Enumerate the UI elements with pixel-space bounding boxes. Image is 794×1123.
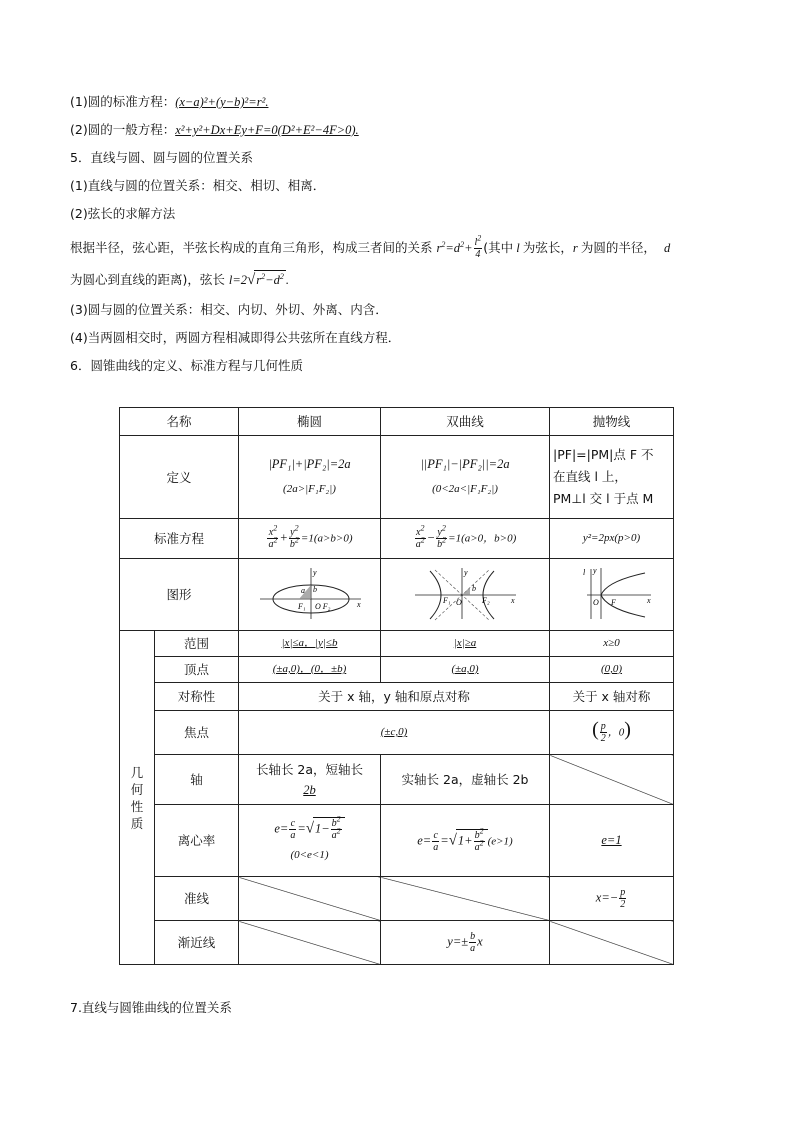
cell-parabola-symmetry: 关于 x 轴对称: [550, 683, 674, 711]
hyperbola-std-tail: =1(a>0，b>0): [448, 532, 517, 545]
label-eccentricity: 离心率: [155, 805, 239, 877]
label-directrix: 准线: [155, 877, 239, 921]
cell-hyperbola-standard: $\frac{x^2}{a^2}$ − $\frac{y^2}{b^2}$ =1(a>0，b>0): [381, 519, 550, 559]
cell-hyperbola-eccentricity: e= $\frac{c}{a}$ =√1+ $\frac{b^2}{a^2}$ (e>1): [381, 805, 550, 877]
label-definition: 定义: [120, 436, 239, 519]
ellipse-diagram: [255, 565, 365, 621]
label-standard: 标准方程: [120, 519, 239, 559]
cell-parabola-axis-empty: [550, 755, 674, 805]
label-general-eq: (2)圆的一般方程：: [70, 122, 176, 137]
ellipse-std-tail: =1(a>b>0): [300, 532, 353, 545]
cell-hyperbola-definition: [381, 436, 550, 519]
row-focus: [120, 711, 674, 755]
label-focus: 焦点: [155, 711, 239, 755]
section-7-heading: 7.直线与圆锥曲线的位置关系: [70, 1000, 232, 1015]
row-standard-equation: [120, 519, 674, 559]
hyperbola-def-cond: (0<2a<|F₁F₂|): [432, 483, 498, 495]
hyperbola-def-eq: ||PF₁|−|PF₂||=2a: [420, 457, 510, 471]
svg-text:x: x: [356, 599, 361, 609]
hyperbola-diagram: [410, 565, 520, 621]
formula-standard-eq: (x−a)²+(y−b)²=r².: [175, 95, 269, 109]
header-name: 名称: [120, 408, 239, 436]
label-standard-eq: (1)圆的标准方程：: [70, 94, 176, 109]
cell-ellipse-vertex: (±a,0)，(0，±b): [239, 657, 381, 683]
svg-text:b: b: [472, 583, 476, 593]
cell-parabola-graph: [550, 559, 674, 631]
cell-ellipse-eccentricity: e= $\frac{c}{a}$ =√1− $\frac{b^2}{a^2}$ (0<e<1): [239, 805, 381, 877]
cell-hyperbola-vertex: (±a,0): [381, 657, 550, 683]
line-circle-relations: (1)直线与圆的位置关系：相交、相切、相离．: [70, 178, 326, 193]
cell-ellipse-axis: [239, 755, 381, 805]
svg-text:y: y: [592, 565, 597, 575]
text-radius: 为圆的半径，: [580, 240, 656, 255]
section-6-heading: 6．圆锥曲线的定义、标准方程与几何性质: [70, 358, 303, 373]
cell-hyperbola-range: |x|≥a: [381, 631, 550, 657]
cell-parabola-focus: ( $\frac{p}{2}$ ，0): [550, 711, 674, 755]
cell-ellipse-graph: [239, 559, 381, 631]
cell-conic-symmetry: 关于 x 轴，y 轴和原点对称: [239, 683, 550, 711]
cell-hyperbola-asymptote: y=± $\frac{b}{a}$ x: [381, 921, 550, 965]
cell-hyperbola-graph: [381, 559, 550, 631]
header-ellipse: 椭圆: [239, 408, 381, 436]
hyperbola-ecc-cond: (e>1): [487, 834, 513, 847]
circle-circle-relations: (3)圆与圆的位置关系：相交、内切、外切、外离、内含．: [70, 302, 388, 317]
ellipse-ecc-cond: (0<e<1): [290, 849, 329, 861]
common-chord-note: (4)当两圆相交时，两圆方程相减即得公共弦所在直线方程．: [70, 330, 401, 345]
ellipse-axis-1: 长轴长 2a，短轴长: [255, 761, 364, 777]
cell-parabola-vertex: (0,0): [550, 657, 674, 683]
section-5-heading: 5．直线与圆、圆与圆的位置关系: [70, 150, 253, 165]
label-symmetry: 对称性: [155, 683, 239, 711]
svg-text:b: b: [312, 584, 317, 594]
svg-text:y: y: [312, 567, 317, 577]
text-where: (其中: [483, 240, 514, 255]
text-chord-relation: 根据半径，弦心距，半弦长构成的直角三角形，构成三者间的关系: [70, 240, 433, 255]
cell-parabola-directrix: x=− $\frac{p}{2}$: [550, 877, 674, 921]
label-graph: 图形: [120, 559, 239, 631]
cell-ellipse-directrix-empty: [239, 877, 381, 921]
label-asymptote: 渐近线: [155, 921, 239, 965]
row-axis: [120, 755, 674, 805]
row-eccentricity: [120, 805, 674, 877]
cell-hyperbola-directrix-empty: [381, 877, 550, 921]
cell-ellipse-range: |x|≤a，|y|≤b: [239, 631, 381, 657]
cell-parabola-definition: [550, 436, 674, 519]
svg-text:F₁: F₁: [297, 601, 306, 611]
cell-ellipse-asymptote-empty: [239, 921, 381, 965]
chord-length-formula: [70, 270, 289, 289]
svg-text:O F₂: O F₂: [314, 601, 330, 611]
svg-text:a: a: [300, 585, 305, 595]
svg-text:O: O: [456, 597, 462, 607]
svg-text:F₂: F₂: [482, 595, 490, 605]
cell-parabola-standard: y²=2px(p>0): [550, 519, 674, 559]
cell-parabola-eccentricity: e=1: [550, 805, 674, 877]
parabola-def-1: |PF|=|PM|点 F 不: [553, 447, 654, 462]
cell-ellipse-definition: [239, 436, 381, 519]
row-range: [120, 631, 674, 657]
cell-ellipse-standard: $\frac{x^2}{a^2}$ + $\frac{y^2}{b^2}$ =1(a>b>0): [239, 519, 381, 559]
chord-length-method: (2)弦长的求解方法: [70, 206, 176, 221]
label-geometric-properties: 几 何 性 质: [120, 631, 155, 965]
svg-text:y: y: [464, 567, 468, 577]
ellipse-def-cond: (2a>|F₁F₂|): [283, 483, 336, 495]
ellipse-def-eq: |PF₁|+|PF₂|=2a: [268, 457, 351, 471]
svg-text:F: F: [610, 597, 616, 607]
conic-properties-table: [119, 407, 674, 965]
text-distance: 为圆心到直线的距离)，弦长: [70, 272, 225, 287]
label-axis: 轴: [155, 755, 239, 805]
svg-text:x: x: [646, 595, 651, 605]
svg-text:O: O: [592, 597, 599, 607]
formula-general-eq: x²+y²+Dx+Ey+F=0(D²+E²−4F>0).: [175, 123, 359, 137]
label-range: 范围: [155, 631, 239, 657]
parabola-diagram: [567, 565, 657, 621]
header-parabola: 抛物线: [550, 408, 674, 436]
parabola-focus-tail: ，0: [607, 726, 625, 739]
formula-chord-length: $l=2√r^2-d^2$ .: [228, 271, 289, 288]
header-hyperbola: 双曲线: [381, 408, 550, 436]
cell-parabola-range: x≥0: [550, 631, 674, 657]
row-vertex: [120, 657, 674, 683]
cell-hyperbola-axis: 实轴长 2a，虚轴长 2b: [381, 755, 550, 805]
fraction-l2-over-4: $\frac{l^2}{4}$: [474, 233, 482, 260]
row-graph: [120, 559, 674, 631]
label-vertex: 顶点: [155, 657, 239, 683]
parabola-def-2: 在直线 l 上，: [553, 469, 627, 484]
cell-conic-focus: (±c,0): [239, 711, 550, 755]
row-asymptote: [120, 921, 674, 965]
formula-r2-d2: $r^2=d^2+$: [436, 239, 473, 255]
ellipse-axis-2: 2b: [303, 782, 316, 797]
svg-text:F₁: F₁: [443, 595, 451, 605]
circle-standard-equation: [70, 93, 268, 111]
row-symmetry: [120, 683, 674, 711]
svg-text:x: x: [511, 595, 515, 605]
text-chord-length: 为弦长，: [522, 240, 573, 255]
svg-text:l: l: [582, 567, 585, 577]
row-directrix: [120, 877, 674, 921]
chord-relation-line: 根据半径，弦心距，半弦长构成的直角三角形，构成三者间的关系 $r^2=d^2+$ $\frac{l^2}{4}$ (其中 l 为弦长，r 为圆的半径， d: [70, 233, 671, 260]
circle-general-equation: [70, 121, 359, 139]
table-header-row: [120, 408, 674, 436]
cell-parabola-asymptote-empty: [550, 921, 674, 965]
row-definition: [120, 436, 674, 519]
parabola-def-3: PM⊥l 交 l 于点 M: [553, 491, 654, 506]
